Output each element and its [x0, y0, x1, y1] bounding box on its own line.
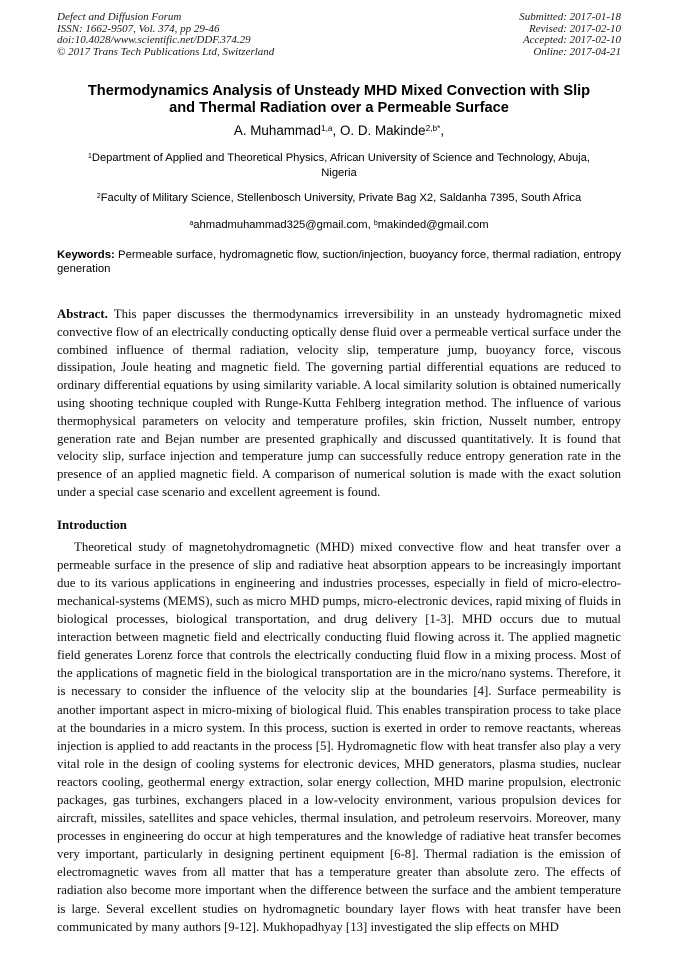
- submission-dates: [519, 12, 621, 58]
- journal-doi: doi:10.4028/www.scientific.net/DDF.374.29: [57, 34, 251, 47]
- journal-header: [57, 12, 621, 58]
- journal-name: Defect and Diffusion Forum: [57, 11, 182, 23]
- affiliation-2-sup: 2: [96, 193, 101, 201]
- journal-copyright: © 2017 Trans Tech Publications Ltd, Switzerland: [57, 45, 275, 58]
- affiliation-1: [79, 152, 599, 180]
- introduction-paragraph: Theoretical study of magnetohydromagnetic (MHD) mixed convective flow and heat transfer over a permeable surface in the presence of slip and radiative heat absorption appears to be increasingly important due to its various applications in engineering and industries processes, especially in field of micro-electro-mechanical-systems (MEMS), such as micro MHD pumps, micro-electronic devices, rapid mixing of fluids in biological processes, biological transportation, and drug delivery [1-3]. MHD occurs due to mutual interaction between magnetic field and electrically conducting fluid flowing across it. The applied magnetic field generates Lorenz force that controls the electrically conducting fluid flow in a mixing process. Most of the applications of magnetic field in the biological transportation are in the micro/nano systems. Therefore, it is necessary to consider the influence of the velocity slip at the boundaries [4]. Surface permeability is another important aspect in micro-mixing of biological fluid. This enables transpiration process to take place at the boundaries in a micro system. In this process, suction is exerted in order to remove reactants, whereas injection is applied to add reactants in the process [5]. Hydromagnetic flow with heat transfer also play a very vital role in the design of cooling systems for electronic devices, MHD generators, plasma studies, nuclear reactors cooling, geothermal energy extraction, solar energy collection, MHD marine propulsion, electronic packages, gas turbines, exchangers placed in a low-velocity environment, various propulsion devices for aircraft, missiles, satellites and space vehicles, thermal insulation, and petroleum reservoirs. Moreover, many processes in engineering do occur at high temperatures and the knowledge of radiative heat transfer becomes very important, particularly in designing pertinent equipment [6-8]. Thermal radiation is the emission of electromagnetic waves from all matter that has a temperature greater than absolute zero. The effects of radiation also become more important when the difference between the surface and the ambient temperature is large. Several excellent studies on hydromagnetic boundary layer flows with heat transfer have been communicated by many authors [9-12]. Mukhopadhyay [13] investigated the slip effects on MHD: [57, 539, 621, 934]
- submitted-date: Submitted: 2017-01-18: [519, 11, 621, 23]
- keywords-text: Permeable surface, hydromagnetic flow, suction/injection, buoyancy force, thermal radiation, entropy generation: [57, 249, 622, 276]
- author-1-affiliation-sup: 1,a: [320, 123, 333, 134]
- keywords-label: Keywords:: [57, 249, 115, 262]
- email-b: makinded@gmail.com: [377, 218, 489, 231]
- abstract-label: Abstract.: [57, 306, 108, 321]
- keywords-block: [57, 249, 621, 277]
- author-emails: [57, 219, 621, 234]
- introduction-heading: Introduction: [57, 517, 127, 532]
- paper-title: Thermodynamics Analysis of Unsteady MHD Mixed Convection with Slip and Thermal Radiation over a Permeable Surface: [87, 83, 591, 117]
- affiliation-2: [57, 192, 621, 207]
- accepted-date: Accepted: 2017-02-10: [522, 34, 621, 47]
- authors-trailing-comma: ,: [440, 122, 445, 138]
- abstract-text: This paper discusses the thermodynamics irreversibility in an unsteady hydromagnetic mixed convective flow of an electrically conducting optically dense fluid over a permeable vertical surface under the combined influence of thermal radiation, velocity slip, temperature jump, buoyancy force, viscous dissipation, Joule heating and magnetic field. The governing partial differential equations are reduced to ordinary differential equations by using similarity variable. A local similarity solution is obtained numerically using shooting technique coupled with Runge-Kutta Fehlberg integration method. The influence of various thermophysical parameters on velocity and temperature profiles, skin friction, Nusselt number, entropy generation rate and Bejan number are presented graphically and discussed quantitatively. It is found that velocity slip, surface injection and temperature jump can successfully reduce entropy generation rate in the presence of an applied magnetic field. A comparison of numerical solution is made with the exact solution under a special case scenario and excellent agreement is found.: [57, 306, 622, 499]
- affiliation-1-sup: 1: [88, 152, 92, 160]
- online-date: Online: 2017-04-21: [533, 45, 621, 58]
- affiliation-2-text: Faculty of Military Science, Stellenbosch University, Private Bag X2, Saldanha 7395, South Africa: [100, 192, 582, 205]
- email-a-sup: a: [189, 219, 194, 227]
- author-separator: ,: [332, 122, 340, 138]
- author-2-affiliation-sup: 2,b*: [425, 123, 441, 134]
- affiliation-1-text: Department of Applied and Theoretical Physics, African University of Science and Technology, Abuja, Nigeria: [91, 151, 590, 179]
- author-2: O. D. Makinde: [339, 122, 426, 138]
- email-b-sup: b: [373, 219, 378, 227]
- author-1: A. Muhammad: [233, 122, 321, 138]
- journal-issn-volume: ISSN: 1662-9507, Vol. 374, pp 29-46: [57, 22, 220, 35]
- journal-info: [57, 12, 274, 58]
- revised-date: Revised: 2017-02-10: [529, 22, 621, 35]
- authors-line: [57, 122, 621, 141]
- email-a: ahmadmuhammad325@gmail.com,: [193, 218, 374, 231]
- abstract-block: [57, 306, 621, 502]
